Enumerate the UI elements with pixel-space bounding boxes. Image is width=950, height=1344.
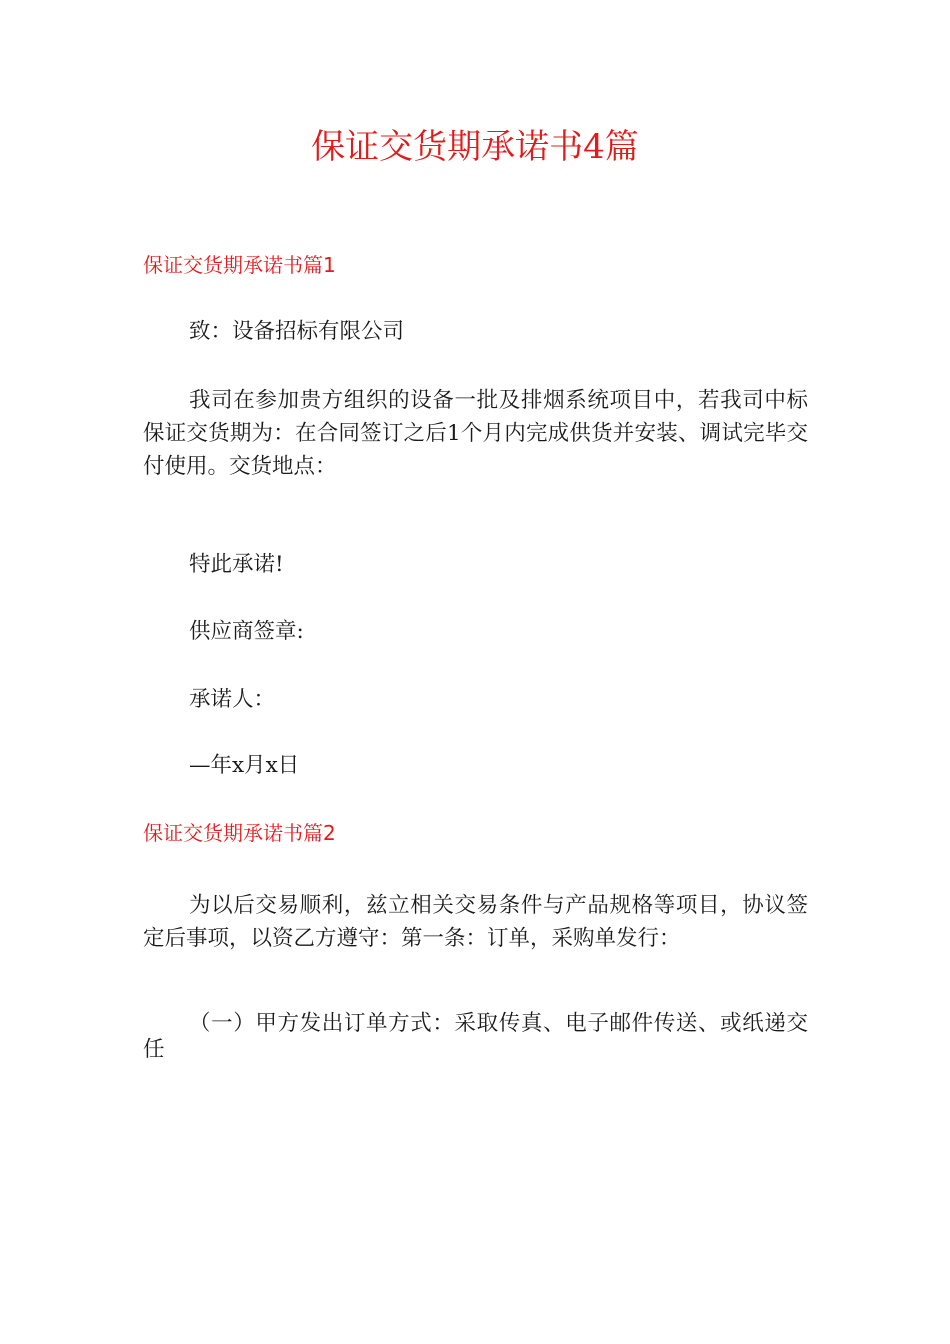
date-line: —年x月x日 <box>189 753 300 778</box>
document-title: 保证交货期承诺书4篇 <box>311 127 639 167</box>
agreement-paragraph: 为以后交易顺利，兹立相关交易条件与产品规格等项目，协议签定后事项，以资乙方遵守：第一条：订单，采购单发行： <box>143 893 808 951</box>
commitment-paragraph: 我司在参加贵方组织的设备一批及排烟系统项目中，若我司中标保证交货期为：在合同签订之后1个月内完成供货并安装、调试完毕交付使用。交货地点： <box>143 388 808 479</box>
supplier-signature-line: 供应商签章: <box>189 619 304 644</box>
section-heading-1: 保证交货期承诺书篇1 <box>143 253 336 277</box>
recipient-line: 致：设备招标有限公司 <box>189 319 405 344</box>
closing-line: 特此承诺! <box>189 552 284 577</box>
promisor-line: 承诺人： <box>189 687 276 712</box>
section-heading-2: 保证交货期承诺书篇2 <box>143 821 336 845</box>
order-method-paragraph: （一）甲方发出订单方式：采取传真、电子邮件传送、或纸递交任 <box>143 1011 808 1062</box>
